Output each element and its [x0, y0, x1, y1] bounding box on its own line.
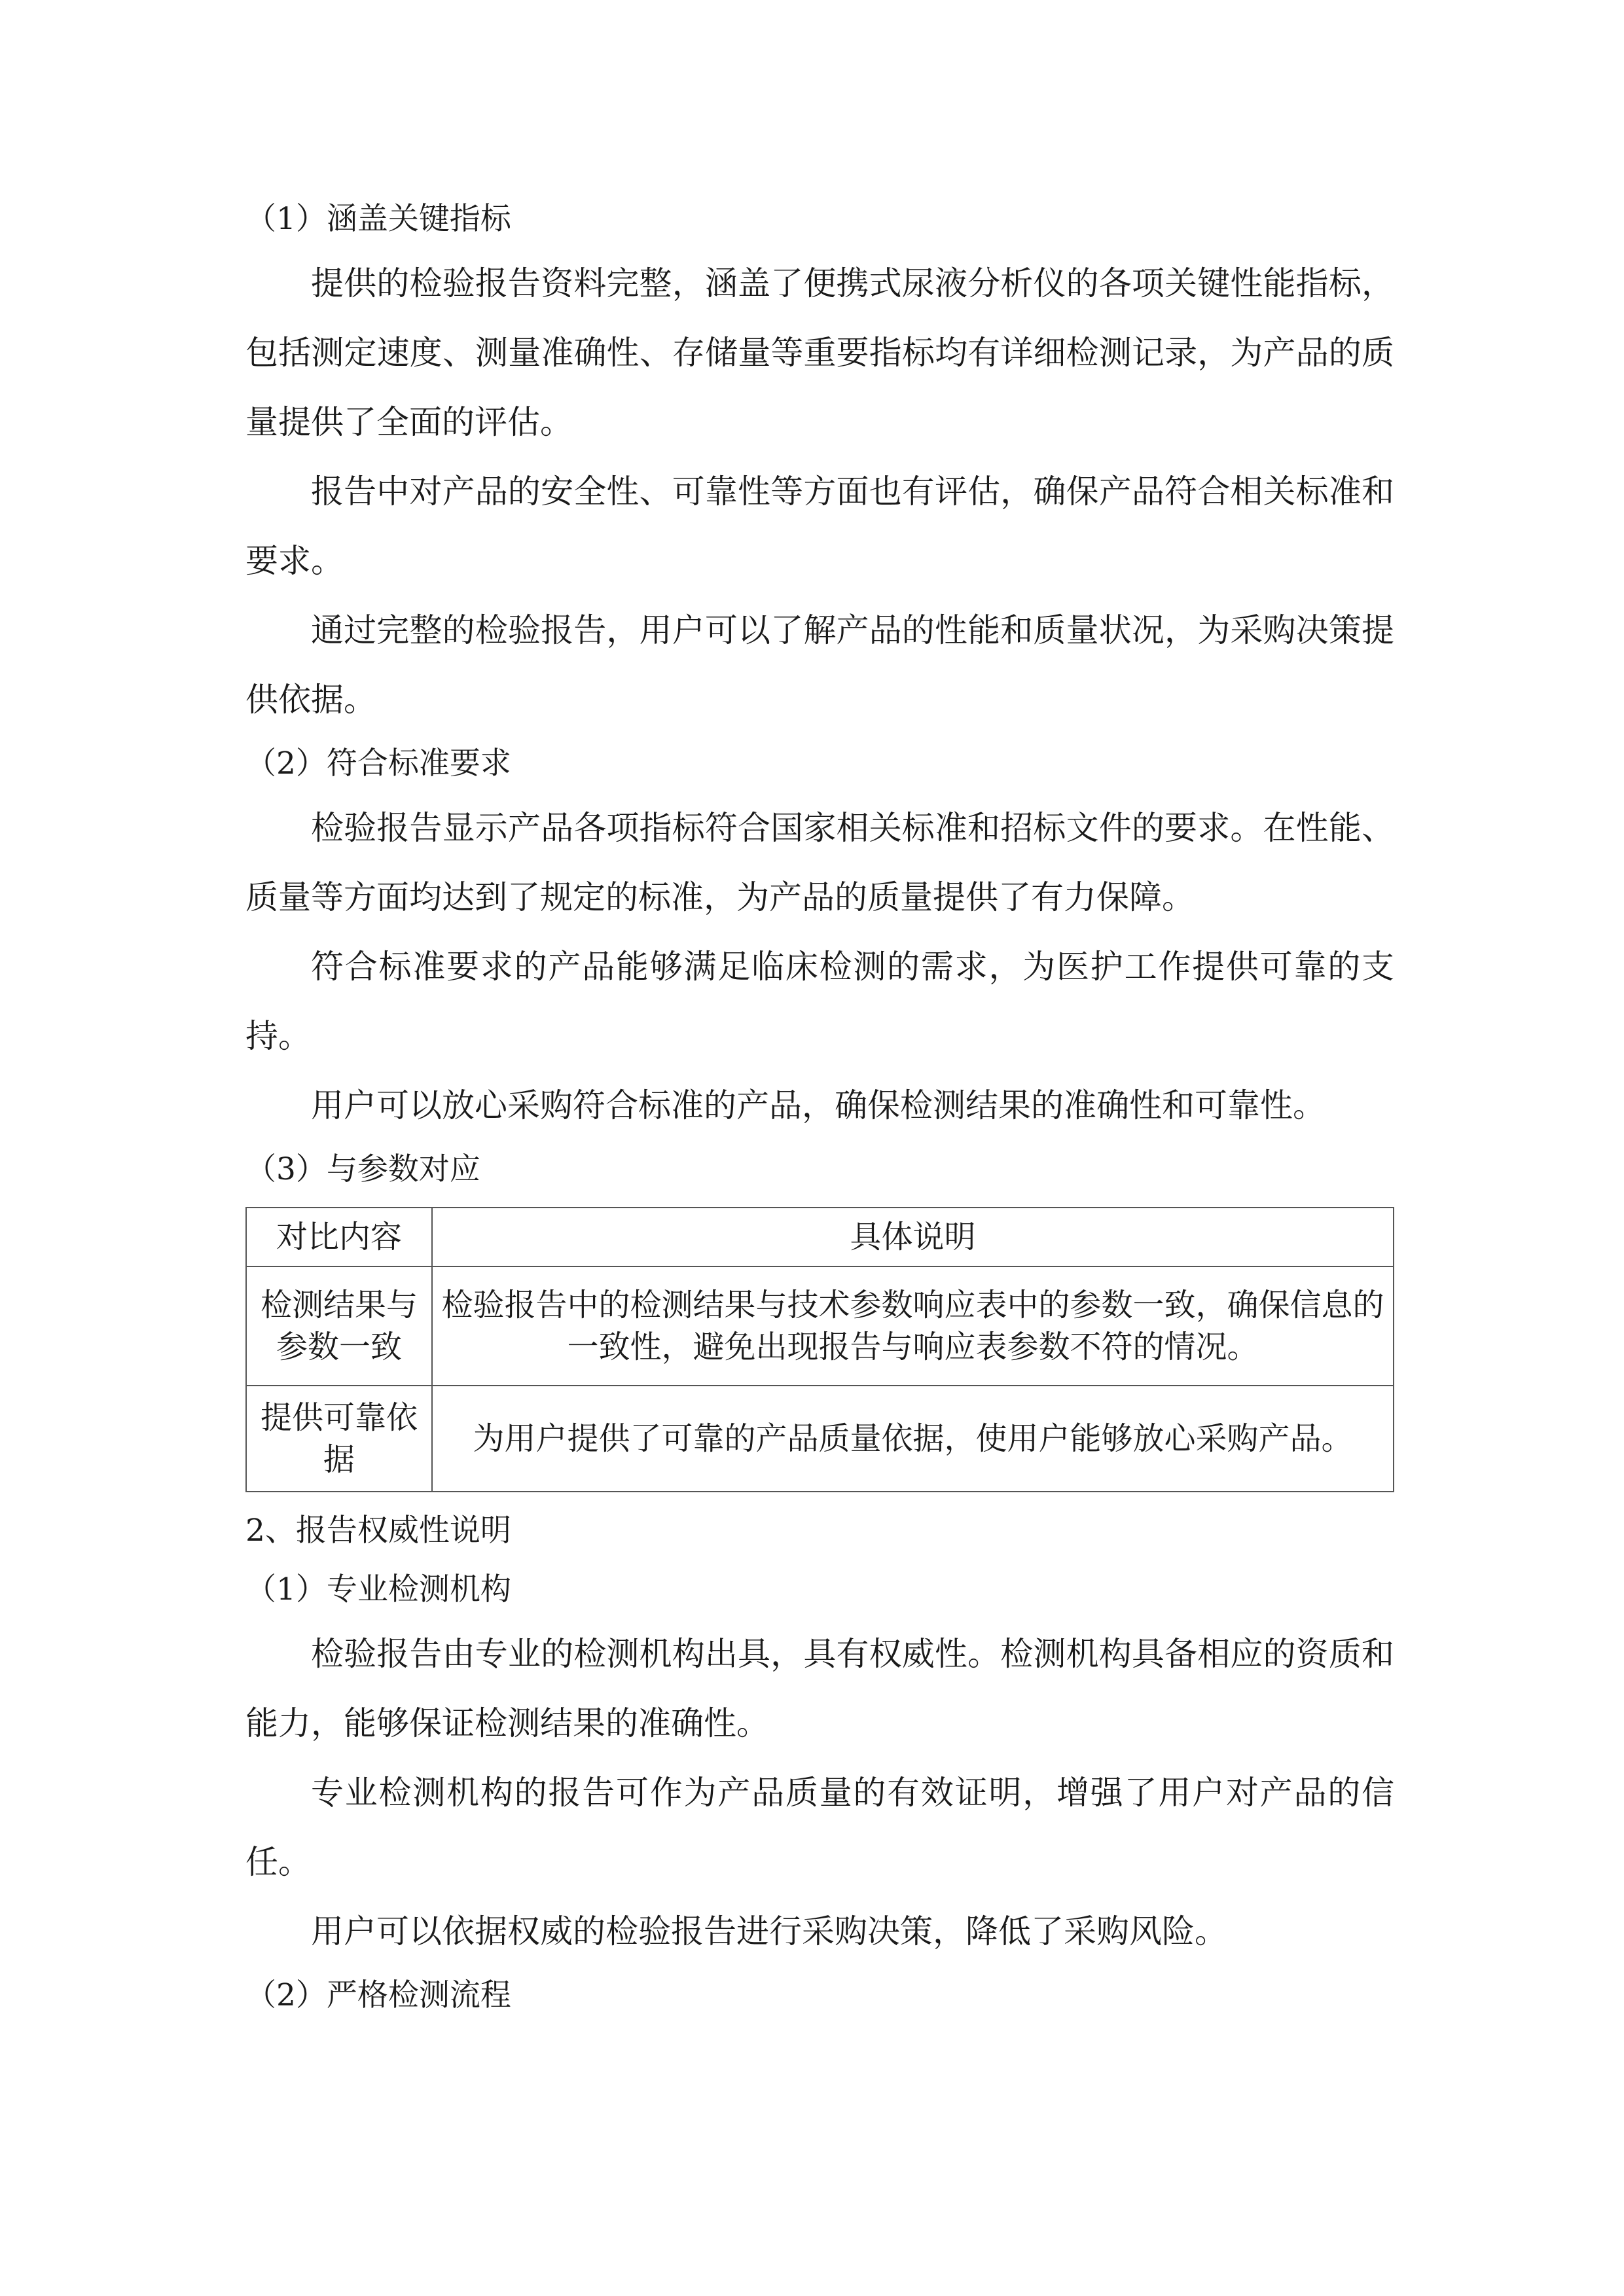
table-cell: 检测结果与参数一致 [246, 1266, 432, 1386]
section-heading-parameter-correspondence: （3）与参数对应 [245, 1151, 480, 1187]
table-header-cell: 对比内容 [246, 1208, 432, 1266]
table-row [246, 1266, 1394, 1386]
section-heading-key-indicators: （1）涵盖关键指标 [245, 201, 511, 237]
section-heading-strict-process: （2）严格检测流程 [245, 1977, 511, 2013]
comparison-table [245, 1207, 1394, 1492]
paragraph: 报告中对产品的安全性、可靠性等方面也有评估，确保产品符合相关标准和要求。 [245, 473, 1394, 580]
paragraph: 通过完整的检验报告，用户可以了解产品的性能和质量状况，为采购决策提供依据。 [245, 611, 1394, 719]
section-heading-standard-requirements: （2）符合标准要求 [245, 745, 511, 781]
table-row [246, 1386, 1394, 1492]
section-heading-professional-agency: （1）专业检测机构 [245, 1571, 511, 1607]
paragraph: 专业检测机构的报告可作为产品质量的有效证明，增强了用户对产品的信任。 [245, 1774, 1394, 1881]
paragraph: 用户可以依据权威的检验报告进行采购决策，降低了采购风险。 [311, 1912, 1227, 1950]
table-cell: 提供可靠依据 [246, 1386, 432, 1492]
paragraph: 检验报告由专业的检测机构出具，具有权威性。检测机构具备相应的资质和能力，能够保证检测结果的准确性。 [245, 1635, 1394, 1742]
document-page [245, 190, 1394, 2025]
paragraph: 检验报告显示产品各项指标符合国家相关标准和招标文件的要求。在性能、质量等方面均达到了规定的标准，为产品的质量提供了有力保障。 [245, 809, 1394, 916]
table-cell: 检验报告中的检测结果与技术参数响应表中的参数一致，确保信息的一致性，避免出现报告与响应表参数不符的情况。 [432, 1266, 1394, 1386]
paragraph: 提供的检验报告资料完整，涵盖了便携式尿液分析仪的各项关键性能指标，包括测定速度、测量准确性、存储量等重要指标均有详细检测记录，为产品的质量提供了全面的评估。 [245, 264, 1394, 441]
table-header-cell: 具体说明 [432, 1208, 1394, 1266]
paragraph: 符合标准要求的产品能够满足临床检测的需求，为医护工作提供可靠的支持。 [245, 948, 1394, 1055]
paragraph: 用户可以放心采购符合标准的产品，确保检测结果的准确性和可靠性。 [311, 1086, 1326, 1124]
table-cell: 为用户提供了可靠的产品质量依据，使用户能够放心采购产品。 [432, 1386, 1394, 1492]
table-header-row [246, 1208, 1394, 1266]
chapter-heading-report-authority: 2、报告权威性说明 [245, 1513, 511, 1549]
